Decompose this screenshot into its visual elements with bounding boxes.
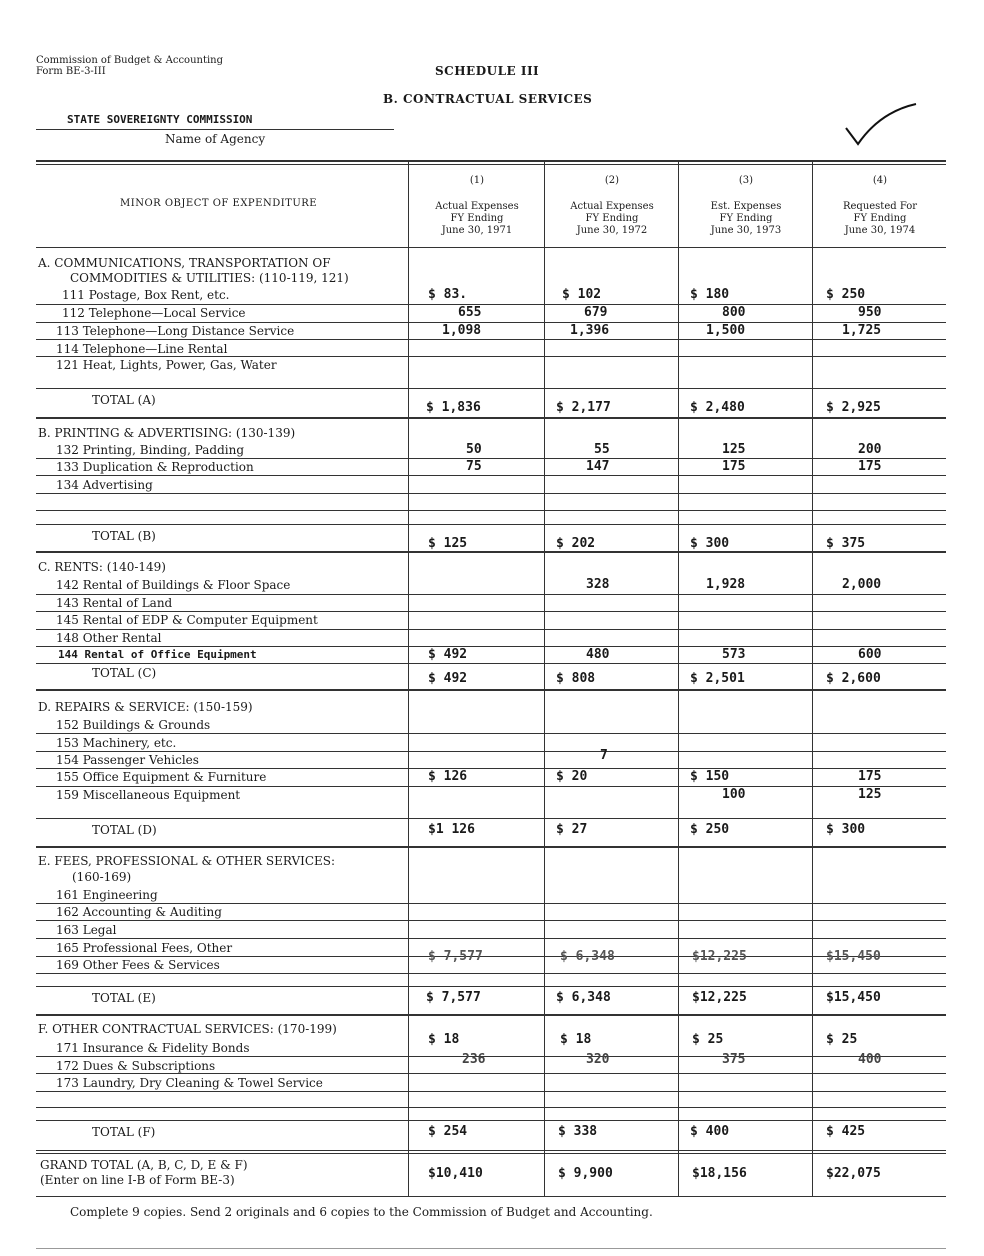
cell-col2: 679 xyxy=(584,305,608,320)
cell-col4: 200 xyxy=(858,442,882,457)
table-row xyxy=(0,887,984,904)
cell-col4: $15,450 xyxy=(826,990,881,1005)
cell-col2: $ 20 xyxy=(556,769,588,784)
cell-col3: $ 150 xyxy=(690,769,730,784)
row-label: 112 Telephone—Local Service xyxy=(62,306,246,320)
table-bottom-rule xyxy=(36,1196,946,1197)
cell-col3: $ 300 xyxy=(690,536,730,551)
cell-col3: 1,500 xyxy=(706,323,746,338)
column-header-1 xyxy=(410,175,544,237)
agency-underline xyxy=(36,129,394,130)
table-row xyxy=(0,442,984,459)
minor-object-header: MINOR OBJECT OF EXPENDITURE xyxy=(120,198,318,209)
section-a-title: A. COMMUNICATIONS, TRANSPORTATION OF xyxy=(38,256,331,270)
grand-total-col4: $22,075 xyxy=(826,1166,881,1181)
cell-col3: 1,928 xyxy=(706,577,746,592)
row-label: 159 Miscellaneous Equipment xyxy=(56,788,241,802)
row-label: 154 Passenger Vehicles xyxy=(56,753,199,767)
col-line: FY Ending xyxy=(853,213,907,224)
table-row xyxy=(0,612,984,629)
table-row xyxy=(0,477,984,494)
cell-col4: $ 300 xyxy=(826,822,866,837)
row-rule xyxy=(36,475,946,476)
row-rule xyxy=(36,524,946,525)
col-num: (4) xyxy=(872,175,888,186)
cell-col1: $ 83. xyxy=(428,287,468,302)
table-row xyxy=(0,595,984,612)
cell-col4: $15,450 xyxy=(826,949,881,964)
cell-col3: $12,225 xyxy=(692,990,747,1005)
column-header-3 xyxy=(680,175,812,237)
row-rule xyxy=(36,1091,946,1092)
form-number: Form BE-3-III xyxy=(36,66,106,77)
table-row xyxy=(0,323,984,340)
table-row xyxy=(0,630,984,647)
row-label: 144 Rental of Office Equipment xyxy=(58,648,257,661)
col-line: June 30, 1971 xyxy=(441,225,513,236)
total-row xyxy=(0,392,984,415)
section-rule xyxy=(36,417,946,419)
cell-col4: $ 2,600 xyxy=(826,671,881,686)
cell-col1: $ 492 xyxy=(428,647,468,662)
row-rule xyxy=(36,938,946,939)
row-label: 113 Telephone—Long Distance Service xyxy=(56,324,295,338)
row-label: 148 Other Rental xyxy=(56,631,162,645)
cell-col4: $ 425 xyxy=(826,1124,866,1139)
row-rule xyxy=(36,1120,946,1121)
col-line: Actual Expenses xyxy=(570,201,654,212)
col-line: June 30, 1974 xyxy=(844,225,916,236)
cell-col4: 2,000 xyxy=(842,577,882,592)
cell-col3: $ 2,480 xyxy=(690,400,745,415)
cell-col4: 400 xyxy=(858,1052,882,1067)
section-c-title: C. RENTS: (140-149) xyxy=(38,560,166,574)
total-label: TOTAL (B) xyxy=(92,529,156,543)
row-rule xyxy=(36,663,946,664)
col-line: June 30, 1973 xyxy=(710,225,782,236)
row-rule xyxy=(36,986,946,987)
table-row xyxy=(0,1032,984,1057)
cell-col3: $ 250 xyxy=(690,822,730,837)
cell-col4: 175 xyxy=(858,459,882,474)
row-rule xyxy=(36,339,946,340)
row-label: 161 Engineering xyxy=(56,888,158,902)
row-label: 143 Rental of Land xyxy=(56,596,173,610)
section-e-title: E. FEES, PROFESSIONAL & OTHER SERVICES: xyxy=(38,854,336,868)
cell-col3: $ 25 xyxy=(692,1032,724,1047)
row-label: 165 Professional Fees, Other xyxy=(56,941,233,955)
cell-col2: $ 808 xyxy=(556,671,596,686)
cell-col3: 125 xyxy=(722,442,746,457)
cell-col4: 950 xyxy=(858,305,882,320)
cell-col2: 1,396 xyxy=(570,323,610,338)
row-rule xyxy=(36,1073,946,1074)
row-label: 132 Printing, Binding, Padding xyxy=(56,443,245,457)
cell-col4: 175 xyxy=(858,769,882,784)
grand-total-note: (Enter on line I-B of Form BE-3) xyxy=(40,1173,235,1187)
grand-total-label: GRAND TOTAL (A, B, C, D, E & F) xyxy=(40,1158,248,1172)
bottom-edge-rule xyxy=(36,1248,946,1249)
table-row xyxy=(0,735,984,752)
grand-total-col2: $ 9,900 xyxy=(558,1166,613,1181)
row-label: 162 Accounting & Auditing xyxy=(56,905,222,919)
total-label: TOTAL (E) xyxy=(92,991,156,1005)
table-row xyxy=(0,904,984,921)
form-header xyxy=(36,55,223,77)
cell-col4: $ 25 xyxy=(826,1032,858,1047)
row-rule xyxy=(36,733,946,734)
section-rule xyxy=(36,551,946,553)
cell-col1: $ 18 xyxy=(428,1032,460,1047)
schedule-title: SCHEDULE III xyxy=(435,64,540,78)
row-rule xyxy=(36,920,946,921)
total-row xyxy=(0,990,984,1007)
cell-col1: $1 126 xyxy=(428,822,475,837)
cell-col1: $ 126 xyxy=(428,769,468,784)
cell-col4: 600 xyxy=(858,647,882,662)
cell-col2: $ 338 xyxy=(558,1124,598,1139)
table-row xyxy=(0,577,984,594)
total-label: TOTAL (D) xyxy=(92,823,157,837)
cell-col2: 7 xyxy=(600,748,608,763)
cell-col1: $ 492 xyxy=(428,671,468,686)
cell-col1: 50 xyxy=(466,442,482,457)
cell-col3: $ 180 xyxy=(690,287,730,302)
row-label: 152 Buildings & Grounds xyxy=(56,718,211,732)
cell-col1: $ 1,836 xyxy=(426,400,481,415)
total-row xyxy=(0,1124,984,1141)
cell-col3: 573 xyxy=(722,647,746,662)
table-row xyxy=(0,647,984,664)
row-rule xyxy=(36,1056,946,1057)
cell-col2: $ 27 xyxy=(556,822,588,837)
total-row xyxy=(0,665,984,686)
total-row xyxy=(0,822,984,839)
cell-col3: $ 2,501 xyxy=(690,671,745,686)
row-rule xyxy=(36,1150,946,1151)
cell-col3: 375 xyxy=(722,1052,746,1067)
cell-col4: $ 250 xyxy=(826,287,866,302)
table-row xyxy=(0,357,984,374)
cell-col2: $ 6,348 xyxy=(556,990,611,1005)
section-rule xyxy=(36,1014,946,1016)
col-num: (3) xyxy=(738,175,754,186)
cell-col2: 147 xyxy=(586,459,610,474)
row-label: 134 Advertising xyxy=(56,478,153,492)
row-rule xyxy=(36,493,946,494)
row-rule xyxy=(36,818,946,819)
row-rule xyxy=(36,388,946,389)
col-line: Requested For xyxy=(842,201,918,212)
cell-col3: 100 xyxy=(722,787,746,802)
cell-col1: $ 7,577 xyxy=(426,990,481,1005)
header-bottom-rule xyxy=(36,247,946,248)
footer-instructions: Complete 9 copies. Send 2 originals and 6 copies to the Commission of Budget and Accounting. xyxy=(70,1205,653,1219)
col-line: FY Ending xyxy=(450,213,504,224)
table-row xyxy=(0,459,984,476)
table-row xyxy=(0,769,984,786)
cell-col3: 800 xyxy=(722,305,746,320)
cell-col2: 328 xyxy=(586,577,610,592)
cell-col2: $ 18 xyxy=(560,1032,592,1047)
section-e-subtitle: (160-169) xyxy=(72,870,132,884)
cell-col1: 75 xyxy=(466,459,482,474)
agency-name: STATE SOVEREIGNTY COMMISSION xyxy=(67,113,253,126)
table-top-rule-2 xyxy=(36,164,946,165)
table-row xyxy=(0,748,984,769)
row-label: 145 Rental of EDP & Computer Equipment xyxy=(56,613,318,627)
cell-col2: $ 102 xyxy=(562,287,602,302)
section-f-title: F. OTHER CONTRACTUAL SERVICES: (170-199) xyxy=(38,1022,337,1036)
cell-col1: $ 7,577 xyxy=(428,949,483,964)
section-a-subtitle: COMMODITIES & UTILITIES: (110-119, 121) xyxy=(70,271,349,285)
total-label: TOTAL (C) xyxy=(92,666,157,680)
row-label: 163 Legal xyxy=(56,923,117,937)
total-label: TOTAL (F) xyxy=(92,1125,156,1139)
row-label: 171 Insurance & Fidelity Bonds xyxy=(56,1041,250,1055)
row-label: 169 Other Fees & Services xyxy=(56,958,220,972)
row-label: 133 Duplication & Reproduction xyxy=(56,460,254,474)
section-rule xyxy=(36,689,946,691)
cell-col2: $ 202 xyxy=(556,536,596,551)
row-label: 173 Laundry, Dry Cleaning & Towel Service xyxy=(56,1076,323,1090)
row-label: 172 Dues & Subscriptions xyxy=(56,1059,216,1073)
cell-col1: 655 xyxy=(458,305,482,320)
cell-col3: $ 400 xyxy=(690,1124,730,1139)
row-label: 111 Postage, Box Rent, etc. xyxy=(62,288,230,302)
cell-col1: $ 125 xyxy=(428,536,468,551)
cell-col1: 236 xyxy=(462,1052,486,1067)
commission-name: Commission of Budget & Accounting xyxy=(36,55,224,66)
col-line: Actual Expenses xyxy=(435,201,519,212)
total-row xyxy=(0,528,984,551)
section-d-title: D. REPAIRS & SERVICE: (150-159) xyxy=(38,700,253,714)
cell-col4: 1,725 xyxy=(842,323,882,338)
column-header-2 xyxy=(546,175,678,237)
row-label: 155 Office Equipment & Furniture xyxy=(56,770,267,784)
cell-col3: $12,225 xyxy=(692,949,747,964)
row-rule xyxy=(36,973,946,974)
section-title: B. CONTRACTUAL SERVICES xyxy=(383,92,593,106)
grand-total-col1: $10,410 xyxy=(428,1166,483,1181)
table-row xyxy=(0,787,984,804)
col-num: (1) xyxy=(469,175,485,186)
table-row xyxy=(0,287,984,304)
col-line: FY Ending xyxy=(719,213,773,224)
col-line: June 30, 1972 xyxy=(576,225,648,236)
cell-col2: 55 xyxy=(594,442,610,457)
row-label: 142 Rental of Buildings & Floor Space xyxy=(56,578,291,592)
cell-col1: $ 254 xyxy=(428,1124,468,1139)
row-rule xyxy=(36,510,946,511)
cell-col2: $ 2,177 xyxy=(556,400,611,415)
table-row xyxy=(0,305,984,322)
table-row xyxy=(0,949,984,974)
cell-col4: $ 2,925 xyxy=(826,400,881,415)
checkmark-icon xyxy=(840,100,920,150)
col-line: FY Ending xyxy=(585,213,639,224)
row-label: 114 Telephone—Line Rental xyxy=(56,342,228,356)
cell-col2: 480 xyxy=(586,647,610,662)
cell-col3: 175 xyxy=(722,459,746,474)
cell-col2: $ 6,348 xyxy=(560,949,615,964)
row-label: 121 Heat, Lights, Power, Gas, Water xyxy=(56,358,277,372)
table-row xyxy=(0,717,984,734)
cell-col4: 125 xyxy=(858,787,882,802)
cell-col1: 1,098 xyxy=(442,323,482,338)
col-num: (2) xyxy=(604,175,620,186)
cell-col4: $ 375 xyxy=(826,536,866,551)
grand-total-col3: $18,156 xyxy=(692,1166,747,1181)
column-header-4 xyxy=(814,175,946,237)
section-b-title: B. PRINTING & ADVERTISING: (130-139) xyxy=(38,426,296,440)
total-label: TOTAL (A) xyxy=(92,393,156,407)
row-rule xyxy=(36,1153,946,1154)
col-line: Est. Expenses xyxy=(710,201,782,212)
cell-col2: 320 xyxy=(586,1052,610,1067)
section-rule xyxy=(36,846,946,848)
table-row xyxy=(0,922,984,939)
table-row xyxy=(0,1075,984,1092)
row-label: 153 Machinery, etc. xyxy=(56,736,177,750)
row-rule xyxy=(36,1107,946,1108)
table-top-rule xyxy=(36,160,946,162)
agency-label: Name of Agency xyxy=(165,132,266,146)
